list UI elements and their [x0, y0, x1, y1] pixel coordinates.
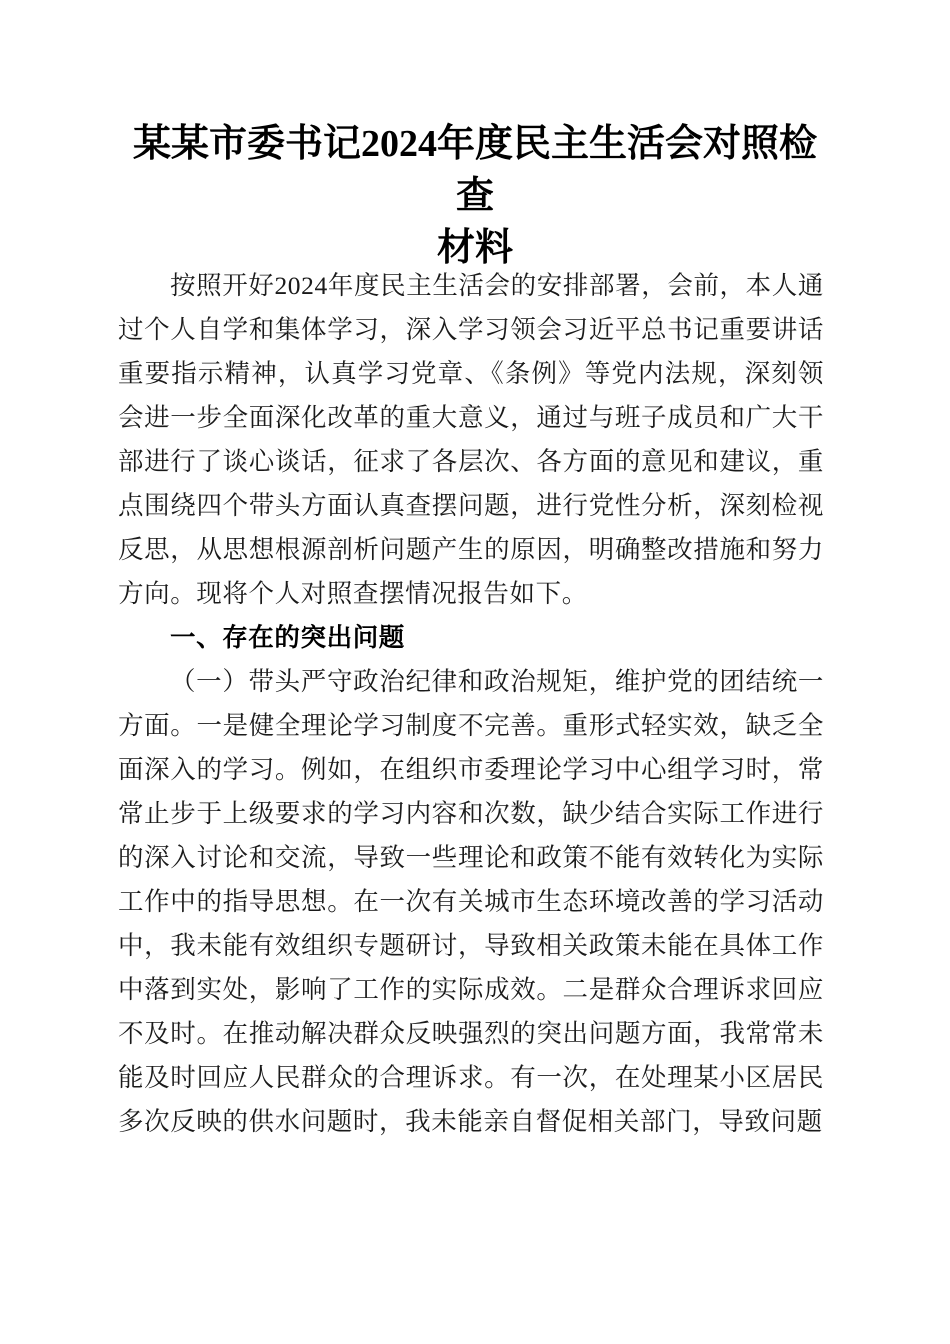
document-body	[118, 264, 824, 1144]
document-title-line-2: 材料	[436, 227, 513, 269]
opening-paragraph: 按照开好2024年度民主生活会的安排部署，会前，本人通过个人自学和集体学习，深入学习领会习近平总书记重要讲话重要指示精神，认真学习党章、《条例》等党内法规，深刻领会进一步全面深化改革的重大意义，通过与班子成员和广大干部进行了谈心谈话，征求了各层次、各方面的意见和建议，重点围绕四个带头方面认真查摆问题，进行党性分析，深刻检视反思，从思想根源剖析问题产生的原因，明确整改措施和努力方向。现将个人对照查摆情况报告如下。	[118, 271, 824, 608]
section-heading-1: 一、存在的突出问题	[170, 624, 405, 652]
document-title-line-1: 某某市委书记2024年度民主生活会对照检查	[132, 123, 817, 217]
subsection-paragraph-1: （一）带头严守政治纪律和政治规矩，维护党的团结统一方面。一是健全理论学习制度不完善。重形式轻实效，缺乏全面深入的学习。例如，在组织市委理论学习中心组学习时，常常止步于上级要求的学习内容和次数，缺少结合实际工作进行的深入讨论和交流，导致一些理论和政策不能有效转化为实际工作中的指导思想。在一次有关城市生态环境改善的学习活动中，我未能有效组织专题研讨，导致相关政策未能在具体工作中落到实处，影响了工作的实际成效。二是群众合理诉求回应不及时。在推动解决群众反映强烈的突出问题方面，我常常未能及时回应人民群众的合理诉求。有一次，在处理某小区居民多次反映的供水问题时，我未能亲自督促相关部门，导致问题	[118, 667, 824, 1136]
document-title	[118, 118, 832, 274]
